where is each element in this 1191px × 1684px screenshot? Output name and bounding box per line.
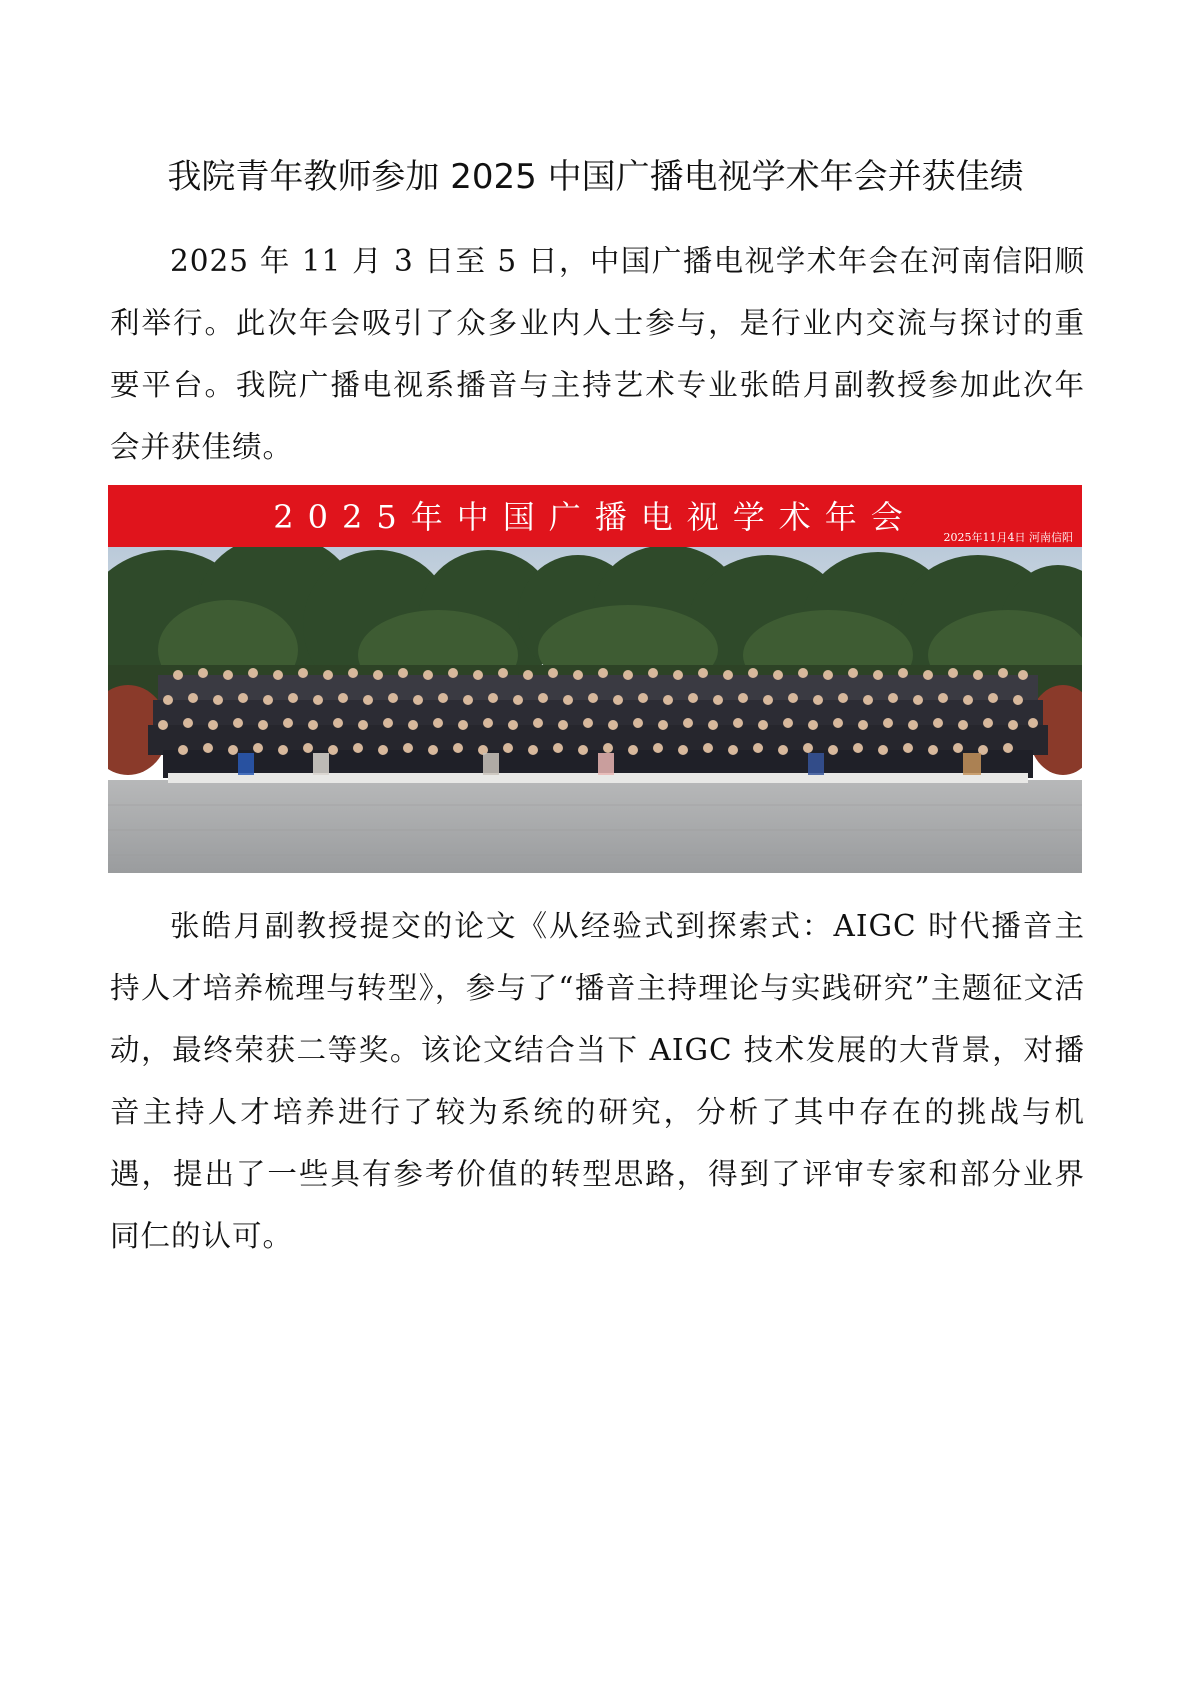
photo-crowd [148,668,1048,783]
photo-banner-title: 2025年中国广播电视学术年会 [273,498,917,536]
article-paragraph-1: 2025 年 11 月 3 日至 5 日，中国广播电视学术年会在河南信阳顺利举行。此次年会吸引了众多业内人士参与，是行业内交流与探讨的重要平台。我院广播电视系播音与主持艺术专业张皓月副教授参加此次年会并获佳绩。 [110,244,1085,464]
group-photo [108,485,1082,873]
article-paragraph-2: 张皓月副教授提交的论文《从经验式到探索式：AIGC 时代播音主持人才培养梳理与转型》，参与了“播音主持理论与实践研究”主题征文活动，最终荣获二等奖。该论文结合当下 AIGC 技术发展的大背景，对播音主持人才培养进行了较为系统的研究，分析了其中存在的挑战与机遇，提出了一些具有参考价值的转型思路，得到了评审专家和部分业界同仁的认可。 [110,909,1085,1253]
photo-ground [108,780,1082,873]
photo-banner-subtitle: 2025年11月4日 河南信阳 [943,531,1073,544]
article-title: 我院青年教师参加 2025 中国广播电视学术年会并获佳绩 [167,157,1024,197]
